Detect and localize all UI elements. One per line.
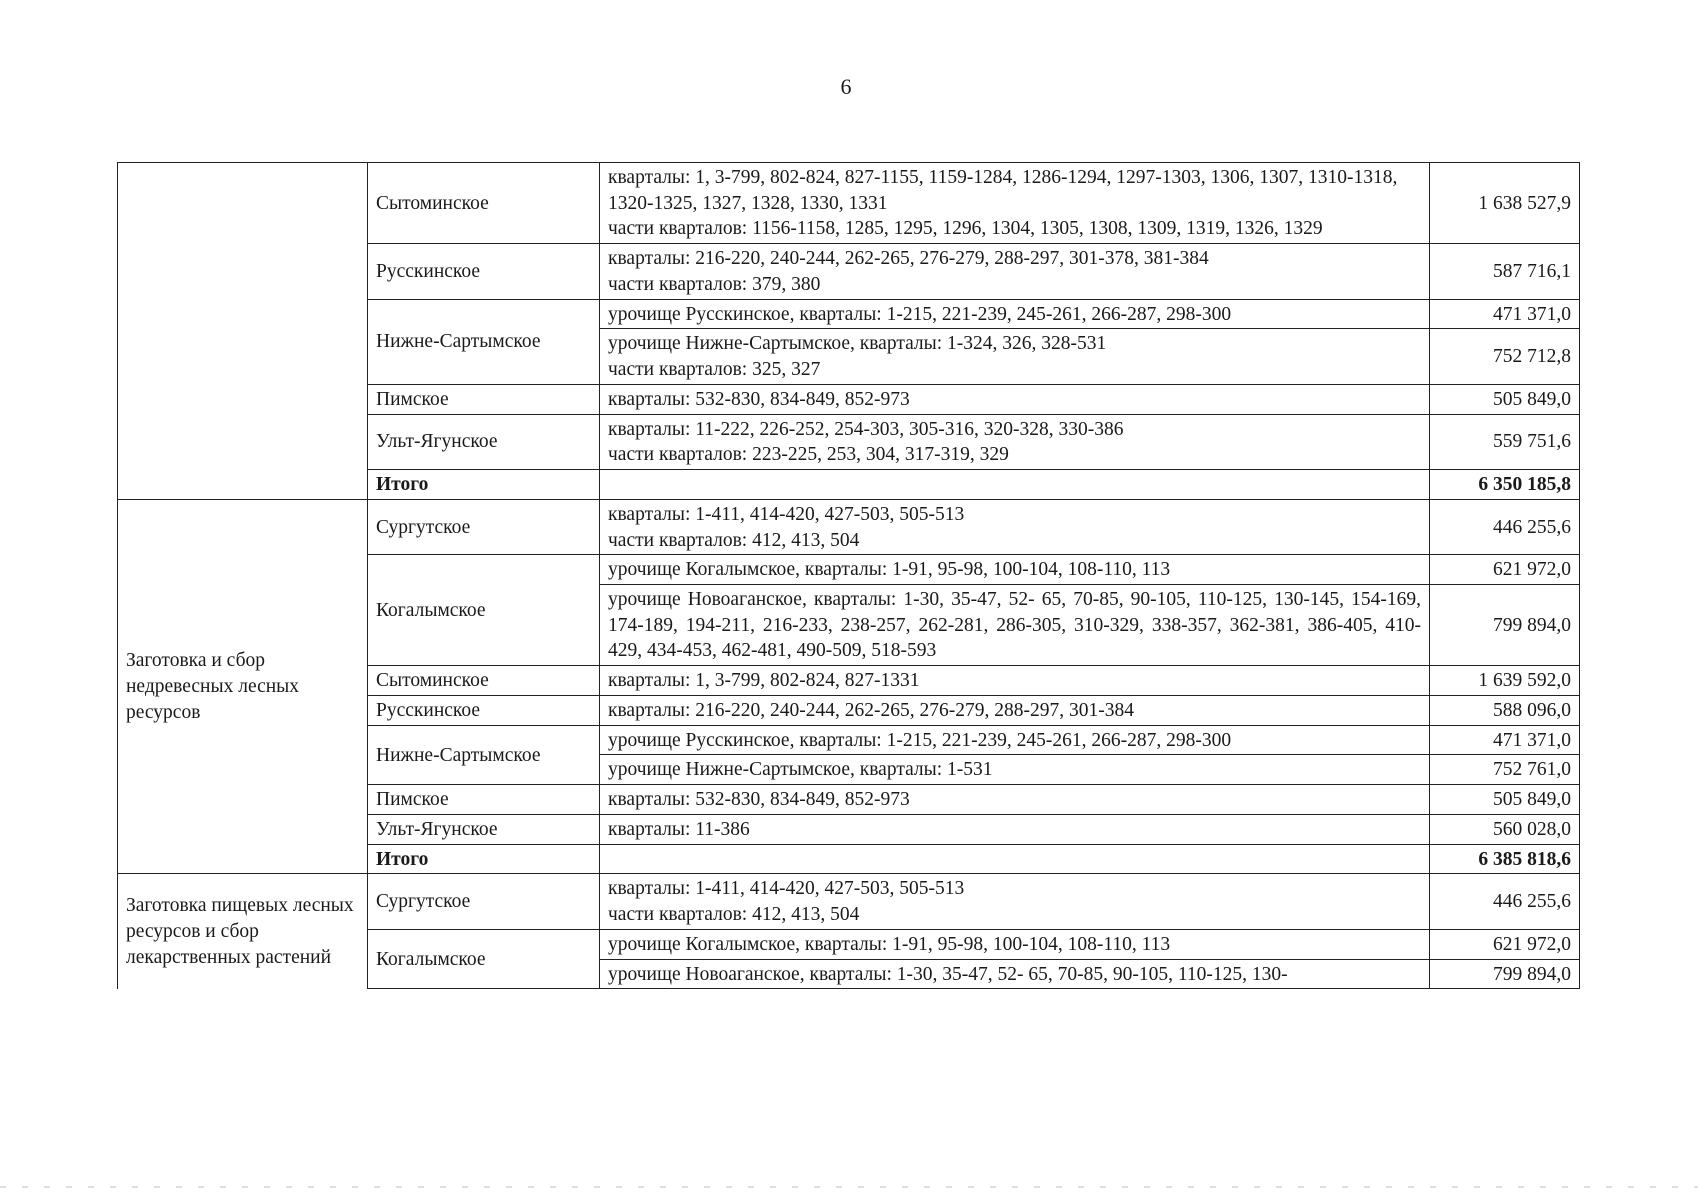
quarters-description-cell [600,163,1430,244]
forestry-cell: Нижне-Сартымское [368,725,600,784]
quarters-line: кварталы: 11-386 [608,818,750,840]
quarters-line: кварталы: 216-220, 240-244, 262-265, 276-279, 288-297, 301-384 [608,699,1134,721]
forestry-cell: Ульт-Ягунское [368,414,600,469]
quarters-line: кварталы: 1-411, 414-420, 427-503, 505-513 [608,878,965,900]
quarters-description-cell [600,244,1430,299]
table-body [118,163,1580,989]
quarters-line: кварталы: 1-411, 414-420, 427-503, 505-513 [608,503,965,525]
quarters-line: урочище Русскинское, кварталы: 1-215, 221-239, 245-261, 266-287, 298-300 [608,303,1232,325]
quarters-description-cell [600,585,1430,666]
quarters-description-cell [600,814,1430,844]
area-value-cell: 559 751,6 [1430,414,1580,469]
activity-cell: Заготовка и сбор недревесных лесных ресурсов [118,499,368,874]
area-value-cell: 587 716,1 [1430,244,1580,299]
quarters-line: части кварталов: 1156-1158, 1285, 1295, 1296, 1304, 1305, 1308, 1309, 1319, 1326, 1329 [608,218,1323,240]
quarters-line: урочище Когалымское, кварталы: 1-91, 95-98, 100-104, 108-110, 113 [608,559,1171,581]
area-value-cell: 471 371,0 [1430,299,1580,329]
activity-cell [118,163,368,500]
area-value-cell: 446 255,6 [1430,874,1580,929]
forestry-cell: Сургутское [368,499,600,554]
quarters-line: урочище Новоаганское, кварталы: 1-30, 35-47, 52- 65, 70-85, 90-105, 110-125, 130-145, 154-169, 174-189, 194-211, 216-233, 238-257, 262-281, 286-305, 310-329, 338-357, 362-381, 386-405, 410-429, 434-453, 462-481, 490-509, 518-593 [608,589,1421,662]
quarters-line: урочище Нижне-Сартымское, кварталы: 1-324, 326, 328-531 [608,333,1107,355]
quarters-description-cell [600,755,1430,785]
area-value-cell: 799 894,0 [1430,585,1580,666]
quarters-description-cell [600,555,1430,585]
forestry-cell: Сытоминское [368,666,600,696]
total-label-cell: Итого [368,844,600,874]
forestry-cell: Когалымское [368,929,600,988]
quarters-line: кварталы: 532-830, 834-849, 852-973 [608,789,910,811]
forestry-cell: Русскинское [368,244,600,299]
area-value-cell: 1 638 527,9 [1430,163,1580,244]
quarters-line: урочище Русскинское, кварталы: 1-215, 221-239, 245-261, 266-287, 298-300 [608,729,1232,751]
forestry-cell: Сытоминское [368,163,600,244]
quarters-description-cell [600,959,1430,989]
area-value-cell: 1 639 592,0 [1430,666,1580,696]
activity-cell: Заготовка пищевых лесных ресурсов и сбор лекарственных растений [118,874,368,989]
quarters-description-cell [600,666,1430,696]
forestry-cell: Нижне-Сартымское [368,299,600,384]
forestry-cell: Пимское [368,785,600,815]
scan-artifact-line [0,1186,1698,1188]
area-value-cell: 621 972,0 [1430,929,1580,959]
quarters-description-cell [600,414,1430,469]
area-value-cell: 752 712,8 [1430,329,1580,384]
quarters-line: части кварталов: 379, 380 [608,273,821,295]
quarters-line: кварталы: 1, 3-799, 802-824, 827-1155, 1159-1284, 1286-1294, 1297-1303, 1306, 1307, 1310-1318, 1320-1325, 1327, 1328, 1330, 1331 [608,167,1398,214]
forestry-cell: Русскинское [368,695,600,725]
quarters-line: части кварталов: 412, 413, 504 [608,529,860,551]
quarters-description-cell [600,329,1430,384]
area-value-cell: 446 255,6 [1430,499,1580,554]
area-value-cell: 505 849,0 [1430,384,1580,414]
total-empty-cell [600,844,1430,874]
table-row [118,163,1580,244]
forestry-cell: Ульт-Ягунское [368,814,600,844]
quarters-line: кварталы: 11-222, 226-252, 254-303, 305-316, 320-328, 330-386 [608,418,1124,440]
forestry-cell: Пимское [368,384,600,414]
forest-resources-table [117,162,1580,989]
area-value-cell: 588 096,0 [1430,695,1580,725]
quarters-line: урочище Нижне-Сартымское, кварталы: 1-531 [608,759,993,781]
quarters-description-cell [600,785,1430,815]
quarters-line: кварталы: 1, 3-799, 802-824, 827-1331 [608,670,920,692]
area-value-cell: 799 894,0 [1430,959,1580,989]
quarters-line: части кварталов: 325, 327 [608,359,821,381]
total-label-cell: Итого [368,470,600,500]
quarters-description-cell [600,299,1430,329]
quarters-description-cell [600,725,1430,755]
area-value-cell: 505 849,0 [1430,785,1580,815]
quarters-description-cell [600,929,1430,959]
quarters-description-cell [600,499,1430,554]
quarters-line: кварталы: 532-830, 834-849, 852-973 [608,388,910,410]
quarters-description-cell [600,874,1430,929]
quarters-description-cell [600,695,1430,725]
quarters-line: части кварталов: 223-225, 253, 304, 317-319, 329 [608,444,1009,466]
area-value-cell: 621 972,0 [1430,555,1580,585]
quarters-line: части кварталов: 412, 413, 504 [608,904,860,926]
quarters-line: урочище Новоаганское, кварталы: 1-30, 35-47, 52- 65, 70-85, 90-105, 110-125, 130- [608,963,1288,985]
area-value-cell: 752 761,0 [1430,755,1580,785]
total-value-cell: 6 350 185,8 [1430,470,1580,500]
table-row [118,499,1580,554]
area-value-cell: 560 028,0 [1430,814,1580,844]
quarters-line: урочище Когалымское, кварталы: 1-91, 95-98, 100-104, 108-110, 113 [608,933,1171,955]
total-empty-cell [600,470,1430,500]
forestry-cell: Сургутское [368,874,600,929]
area-value-cell: 471 371,0 [1430,725,1580,755]
table-row [118,874,1580,929]
total-value-cell: 6 385 818,6 [1430,844,1580,874]
page-number: 6 [840,74,852,99]
forestry-cell: Когалымское [368,555,600,666]
quarters-description-cell [600,384,1430,414]
quarters-line: кварталы: 216-220, 240-244, 262-265, 276-279, 288-297, 301-378, 381-384 [608,248,1209,270]
